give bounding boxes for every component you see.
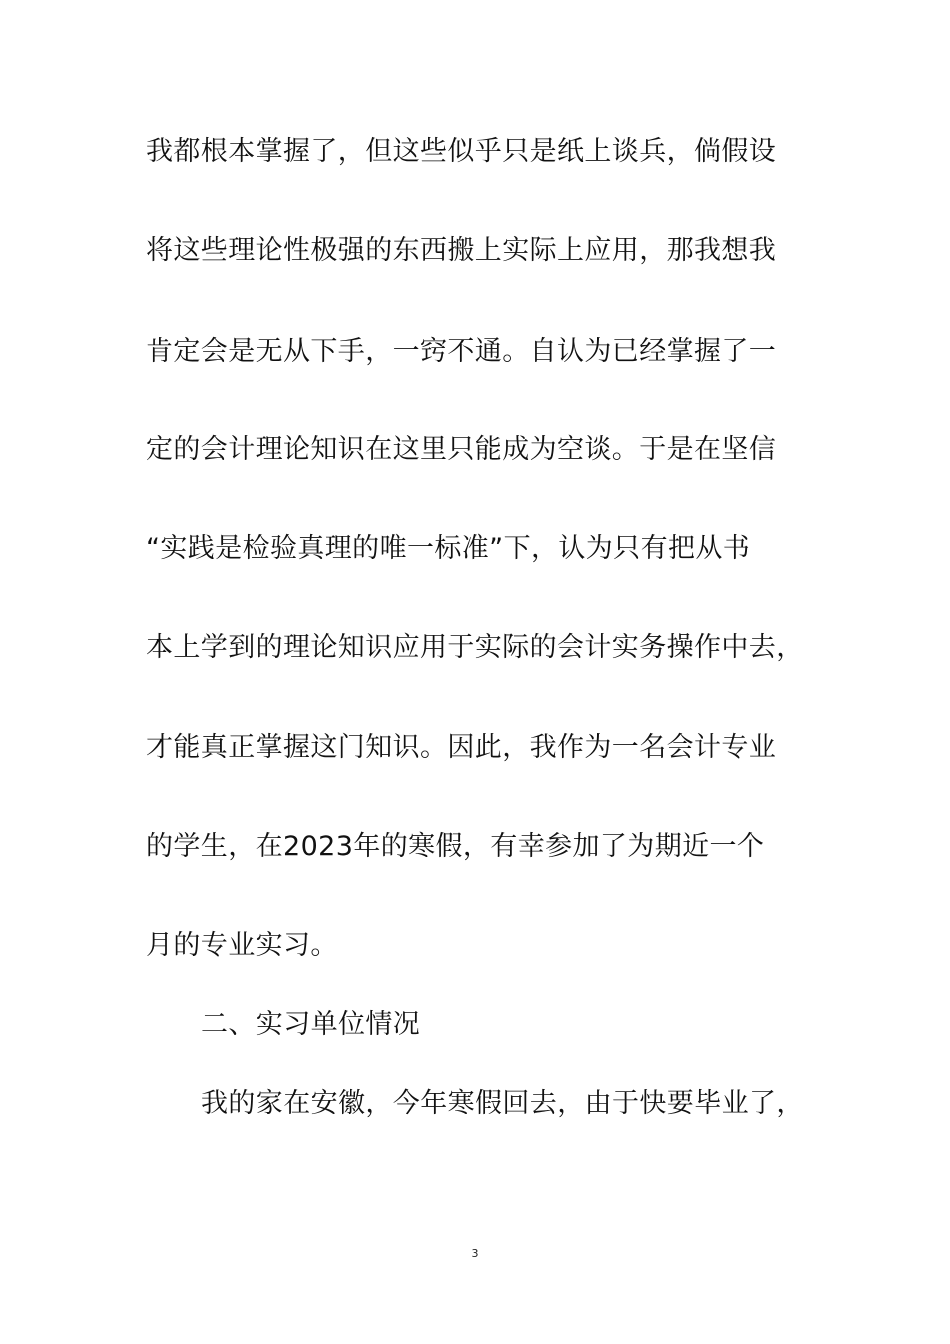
- body-text-line: “实践是检验真理的唯一标准”下，认为只有把从书: [146, 533, 751, 564]
- body-text-line: 本上学到的理论知识应用于实际的会计实务操作中去，: [146, 632, 804, 663]
- body-text-line: 肯定会是无从下手，一窍不通。自认为已经掌握了一: [146, 336, 777, 367]
- body-text-line: 的学生，在2023年的寒假，有幸参加了为期近一个: [146, 831, 765, 862]
- paragraph-first-line: 我的家在安徽，今年寒假回去，由于快要毕业了，: [201, 1088, 804, 1119]
- body-text-line: 将这些理论性极强的东西搬上实际上应用，那我想我: [146, 235, 777, 266]
- body-text-line: 才能真正掌握这门知识。因此，我作为一名会计专业: [146, 732, 777, 763]
- body-text-line: 我都根本掌握了，但这些似乎只是纸上谈兵，倘假设: [146, 136, 777, 167]
- section-heading: 二、实习单位情况: [201, 1009, 421, 1040]
- page-number: 3: [471, 1247, 479, 1260]
- body-text-line: 定的会计理论知识在这里只能成为空谈。于是在坚信: [146, 434, 777, 465]
- body-text-line: 月的专业实习。: [146, 930, 338, 961]
